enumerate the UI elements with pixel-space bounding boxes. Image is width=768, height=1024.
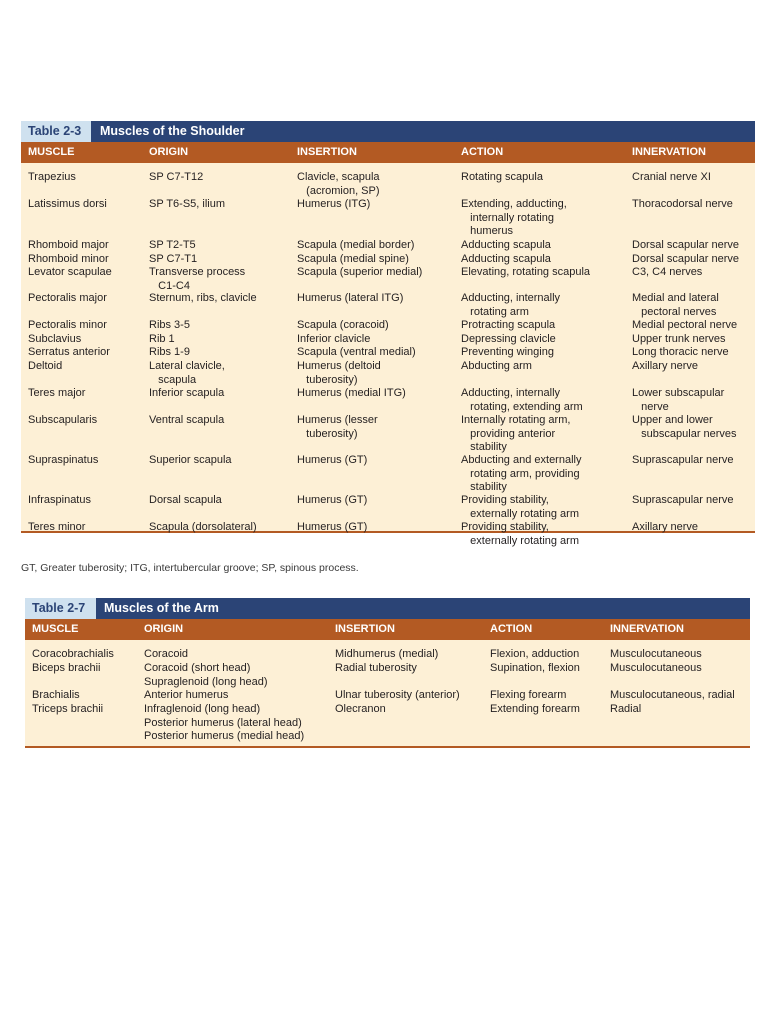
- cell-muscle: Triceps brachii: [32, 703, 104, 715]
- table-title: Muscles of the Arm: [104, 601, 219, 615]
- cell-muscle: Trapezius: [28, 171, 76, 183]
- cell-innervation: Axillary nerve: [632, 521, 699, 533]
- cell-innervation: Axillary nerve: [632, 360, 699, 372]
- table-title-bar: [21, 121, 755, 142]
- cell-insertion: Scapula (medial spine): [297, 253, 409, 265]
- cell-origin: Dorsal scapula: [149, 494, 222, 506]
- cell-action: Preventing winging: [461, 346, 554, 358]
- cell-action: Depressing clavicle: [461, 333, 556, 345]
- cell-innervation: Long thoracic nerve: [632, 346, 729, 358]
- cell-muscle: Teres minor: [28, 521, 86, 533]
- cell-muscle: Levator scapulae: [28, 266, 112, 278]
- cell-origin: Coracoid: [144, 648, 189, 660]
- table-footnote: GT, Greater tuberosity; ITG, intertubercular groove; SP, spinous process.: [21, 562, 359, 574]
- table-shoulder: [21, 121, 755, 547]
- table-arm: [25, 598, 750, 748]
- col-header-insertion: INSERTION: [297, 146, 357, 158]
- cell-innervation: Medial and lateral pectoral nerves: [632, 292, 719, 318]
- cell-insertion: Humerus (deltoid tuberosity): [297, 360, 381, 386]
- cell-innervation: Musculocutaneous: [610, 648, 702, 660]
- cell-origin: SP C7-T1: [149, 253, 198, 265]
- cell-origin: SP T6-S5, ilium: [149, 198, 226, 210]
- col-header-muscle: MUSCLE: [32, 623, 79, 635]
- cell-origin: Transverse process C1-C4: [149, 266, 246, 292]
- cell-origin: SP T2-T5: [149, 239, 196, 251]
- cell-origin: Coracoid (short head) Supraglenoid (long head): [144, 662, 268, 688]
- cell-action: Protracting scapula: [461, 319, 556, 331]
- cell-innervation: Dorsal scapular nerve: [632, 253, 739, 265]
- cell-action: Providing stability, externally rotating arm: [461, 521, 579, 547]
- cell-action: Adducting, internally rotating, extending arm: [461, 387, 583, 413]
- cell-innervation: Radial: [610, 703, 642, 715]
- cell-insertion: Scapula (medial border): [297, 239, 415, 251]
- cell-insertion: Ulnar tuberosity (anterior): [335, 689, 460, 701]
- cell-innervation: Dorsal scapular nerve: [632, 239, 739, 251]
- cell-origin: Ventral scapula: [149, 414, 225, 426]
- cell-innervation: C3, C4 nerves: [632, 266, 703, 278]
- cell-action: Abducting arm: [461, 360, 532, 372]
- cell-muscle: Subscapularis: [28, 414, 98, 426]
- cell-muscle: Brachialis: [32, 689, 80, 701]
- cell-innervation: Suprascapular nerve: [632, 494, 734, 506]
- col-header-insertion: INSERTION: [335, 623, 395, 635]
- cell-action: Elevating, rotating scapula: [461, 266, 591, 278]
- cell-muscle: Pectoralis minor: [28, 319, 107, 331]
- cell-innervation: Upper trunk nerves: [632, 333, 726, 345]
- cell-insertion: Humerus (lateral ITG): [297, 292, 404, 304]
- cell-origin: SP C7-T12: [149, 171, 204, 183]
- cell-muscle: Rhomboid major: [28, 239, 109, 251]
- cell-action: Providing stability, externally rotating arm: [461, 494, 579, 520]
- cell-muscle: Infraspinatus: [28, 494, 91, 506]
- cell-insertion: Midhumerus (medial): [335, 648, 439, 660]
- table-title-bar: [25, 598, 750, 619]
- cell-action: Internally rotating arm, providing anterior stability: [461, 414, 571, 453]
- cell-action: Adducting scapula: [461, 253, 551, 265]
- cell-origin: Ribs 3-5: [149, 319, 190, 331]
- cell-origin: Sternum, ribs, clavicle: [149, 292, 257, 304]
- cell-insertion: Humerus (ITG): [297, 198, 371, 210]
- cell-action: Flexion, adduction: [490, 648, 580, 660]
- cell-action: Supination, flexion: [490, 662, 580, 674]
- cell-insertion: Scapula (superior medial): [297, 266, 423, 278]
- cell-origin: Infraglenoid (long head) Posterior humerus (lateral head) Posterior humerus (medial head): [144, 703, 305, 742]
- cell-innervation: Thoracodorsal nerve: [632, 198, 733, 210]
- cell-muscle: Serratus anterior: [28, 346, 110, 358]
- cell-origin: Scapula (dorsolateral): [149, 521, 257, 533]
- cell-origin: Ribs 1-9: [149, 346, 190, 358]
- cell-action: Flexing forearm: [490, 689, 567, 701]
- cell-innervation: Upper and lower subscapular nerves: [632, 414, 737, 440]
- cell-origin: Anterior humerus: [144, 689, 229, 701]
- cell-insertion: Humerus (GT): [297, 521, 368, 533]
- cell-insertion: Inferior clavicle: [297, 333, 371, 345]
- cell-insertion: Scapula (coracoid): [297, 319, 389, 331]
- cell-muscle: Pectoralis major: [28, 292, 107, 304]
- cell-innervation: Cranial nerve XI: [632, 171, 711, 183]
- cell-origin: Superior scapula: [149, 454, 232, 466]
- cell-innervation: Musculocutaneous: [610, 662, 702, 674]
- cell-action: Rotating scapula: [461, 171, 543, 183]
- cell-insertion: Clavicle, scapula (acromion, SP): [297, 171, 380, 197]
- col-header-innervation: INNERVATION: [610, 623, 684, 635]
- cell-insertion: Humerus (medial ITG): [297, 387, 406, 399]
- table-title: Muscles of the Shoulder: [100, 124, 245, 138]
- col-header-muscle: MUSCLE: [28, 146, 75, 158]
- table-number: Table 2-3: [21, 121, 91, 142]
- table-body: [25, 640, 750, 748]
- cell-action: Extending, adducting, internally rotating humerus: [461, 198, 567, 237]
- table-number: Table 2-7: [25, 598, 96, 619]
- col-header-innervation: INNERVATION: [632, 146, 706, 158]
- cell-insertion: Humerus (GT): [297, 494, 368, 506]
- cell-insertion: Radial tuberosity: [335, 662, 417, 674]
- cell-muscle: Deltoid: [28, 360, 63, 372]
- col-header-action: ACTION: [461, 146, 504, 158]
- cell-insertion: Humerus (GT): [297, 454, 368, 466]
- cell-innervation: Suprascapular nerve: [632, 454, 734, 466]
- cell-action: Adducting scapula: [461, 239, 551, 251]
- cell-muscle: Rhomboid minor: [28, 253, 109, 265]
- cell-muscle: Coracobrachialis: [32, 648, 114, 660]
- cell-origin: Rib 1: [149, 333, 175, 345]
- table-header-row: [25, 619, 750, 640]
- cell-muscle: Supraspinatus: [28, 454, 99, 466]
- cell-action: Abducting and externally rotating arm, providing stability: [461, 454, 582, 493]
- cell-origin: Inferior scapula: [149, 387, 225, 399]
- cell-innervation: Lower subscapular nerve: [632, 387, 725, 413]
- cell-action: Adducting, internally rotating arm: [461, 292, 561, 318]
- cell-innervation: Medial pectoral nerve: [632, 319, 738, 331]
- cell-insertion: Scapula (ventral medial): [297, 346, 416, 358]
- cell-insertion: Humerus (lesser tuberosity): [297, 414, 378, 440]
- cell-muscle: Biceps brachii: [32, 662, 101, 674]
- col-header-origin: ORIGIN: [149, 146, 189, 158]
- cell-action: Extending forearm: [490, 703, 580, 715]
- cell-muscle: Latissimus dorsi: [28, 198, 107, 210]
- col-header-action: ACTION: [490, 623, 533, 635]
- cell-muscle: Teres major: [28, 387, 86, 399]
- table-body: [21, 163, 755, 547]
- col-header-origin: ORIGIN: [144, 623, 184, 635]
- cell-origin: Lateral clavicle, scapula: [149, 360, 225, 386]
- cell-innervation: Musculocutaneous, radial: [610, 689, 735, 701]
- cell-insertion: Olecranon: [335, 703, 386, 715]
- cell-muscle: Subclavius: [28, 333, 82, 345]
- table-header-row: [21, 142, 755, 163]
